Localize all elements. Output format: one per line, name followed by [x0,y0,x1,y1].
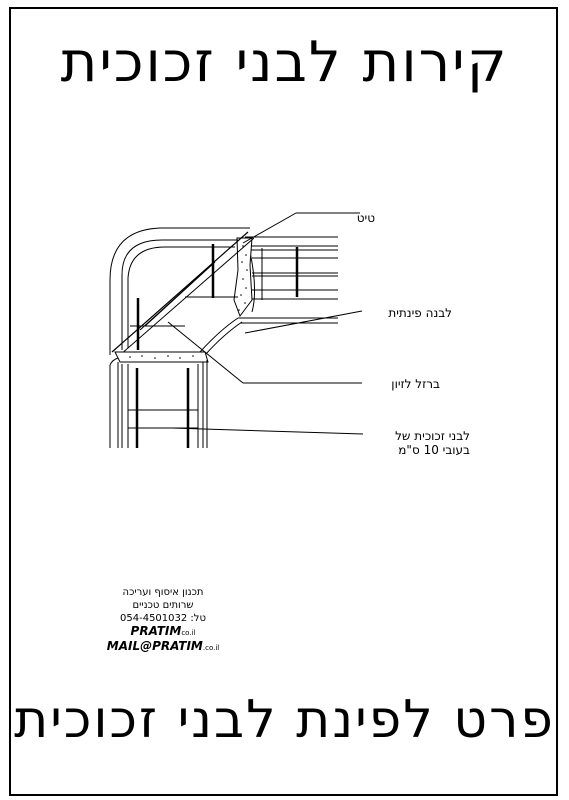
corner-rebar [130,244,238,350]
credit-line1: תכנון איסוף ועריכה [122,587,204,598]
mail-line[interactable] [98,640,228,655]
callout-tit: טיט [356,211,375,225]
credit-phone: טל: 054-4501032 [120,613,206,624]
brand-name: PRATIM [130,624,182,638]
bottom-mortar [115,352,208,362]
callout-rebar: ברזל לזיון [391,377,440,391]
lower-wall [110,358,207,448]
mail-suffix: .co.il [202,644,220,652]
callout-glass-brick-line1: לבני זכוכית של [395,429,470,443]
page-title: קירות לבני זכוכית [60,30,509,95]
callout-glass-brick-line2: בעובי 10 ס"מ [398,443,470,457]
credit-line2: שרותים טכניים [132,600,194,611]
callout-corner-brick: לבנה פינתית [388,306,452,320]
mail-name[interactable]: MAIL@PRATIM [106,639,203,653]
mortar-joint [234,238,252,316]
brand-suffix: co.il [181,629,196,637]
right-wall [238,237,338,323]
credit-block [98,586,228,655]
brand-logo [98,625,228,640]
page-subtitle: פרט לפינת לבני זכוכית [14,690,555,750]
